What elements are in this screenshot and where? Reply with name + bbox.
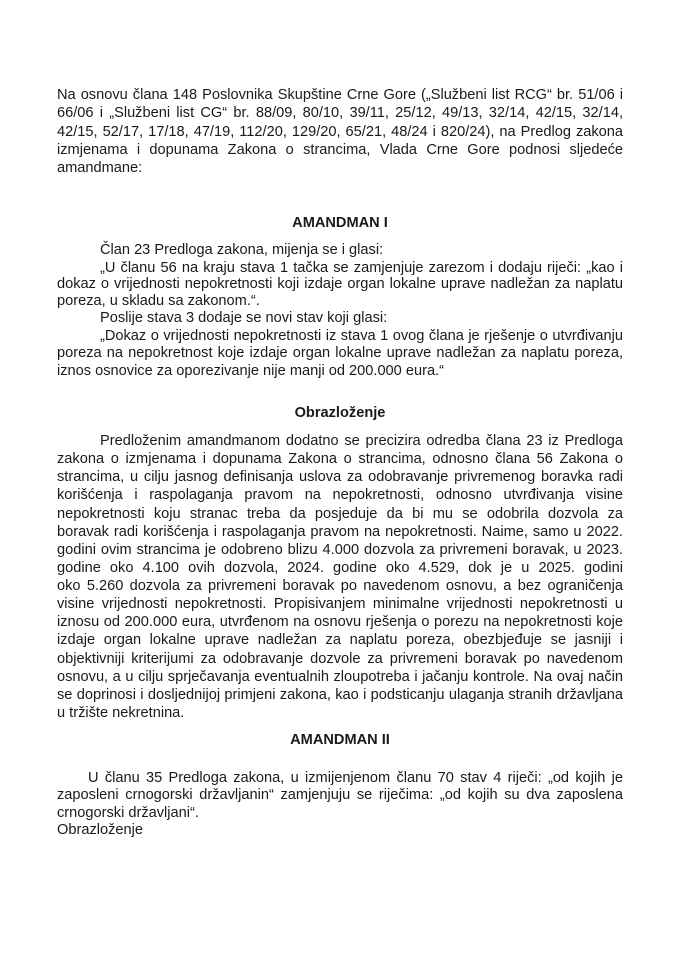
amendment-2-line: U članu 35 Predloga zakona, u izmijenjenom članu 70 stav 4 riječi: „od kojih je xyxy=(88,770,623,786)
amendment-2-line: crnogorski državljani“. xyxy=(57,805,199,821)
explanation-1-line: boravak radi korišćenja i raspolaganja pravom na nepokretnosti. Naime, samo u 2022. xyxy=(57,524,623,540)
explanation-1-line: strancima, u cilju jasnog definisanja uslova za odobravanje privremenog boravka radi xyxy=(57,469,623,485)
amendment-2-line: zaposleni crnogorski državljanin“ zamjenjuju se riječima: „od kojih su dva zaposlena xyxy=(57,787,623,803)
amendment-1-line: dokaz o vrijednosti nepokretnosti koji izdaje organ lokalne uprave nadležan za naplatu xyxy=(57,276,623,292)
explanation-1-line: oko 5.260 dozvola za privremeni boravak po navedenom osnovu, a bez ograničenja xyxy=(57,578,623,594)
explanation-1-heading: Obrazloženje xyxy=(294,405,386,421)
explanation-1-line: godine oko 4.100 ovih dozvola, 2024. godine oko 4.529, dok je u 2025. godini xyxy=(57,560,623,576)
amendment-1-line: Poslije stava 3 dodaje se novi stav koji glasi: xyxy=(100,310,388,326)
intro-line: izmjenama i dopunama Zakona o strancima, Vlada Crne Gore podnosi sljedeće xyxy=(57,142,623,158)
explanation-1-line: zakona o izmjenama i dopunama Zakona o strancima, odnosno člana 56 Zakona o xyxy=(57,451,623,467)
amendment-1-line: poreza, u skladu sa zakonom.“. xyxy=(57,293,260,309)
amendment-1-line: „U članu 56 na kraju stava 1 tačka se zamjenjuje zarezom i dodaju riječi: „kao i xyxy=(100,260,623,276)
explanation-1-line: visine vrijednosti nepokretnosti. Propisivanjem minimalne vrijednosti nepokretnosti u xyxy=(57,596,623,612)
explanation-1-line: iznosu od 200.000 eura, utvrđenom na osnovu rješenja o porezu na nepokretnosti koje xyxy=(57,614,623,630)
amendment-1-line: „Dokaz o vrijednosti nepokretnosti iz stava 1 ovog člana je rješenje o utvrđivanju xyxy=(100,328,623,344)
explanation-2-label: Obrazloženje xyxy=(57,822,143,838)
amendment-1-line: poreza na nepokretnost koje izdaje organ lokalne uprave nadležan za naplatu poreza, xyxy=(57,345,623,361)
explanation-1-line: u tržište nekretnina. xyxy=(57,705,185,721)
intro-line: amandmane: xyxy=(57,160,143,176)
amendment-1-heading: AMANDMAN I xyxy=(292,215,388,231)
amendment-2-heading: AMANDMAN II xyxy=(290,732,390,748)
intro-line: 42/15, 52/17, 17/18, 47/19, 112/20, 129/20, 65/21, 48/24 i 820/24), na Predlog zakona xyxy=(57,124,623,140)
explanation-1-line: objektivniji kriterijumi za odobravanje dozvole za privremeni boravak po navedenom xyxy=(57,651,623,667)
intro-line: 66/06 i „Službeni list CG“ br. 88/09, 80/10, 39/11, 25/12, 49/13, 32/14, 42/15, 32/14, xyxy=(57,105,623,121)
explanation-1-line: se doprinosi i dosljednijoj primjeni zakona, kao i podsticanju ulaganja stranih državljana xyxy=(57,687,623,703)
explanation-1-line: korišćenja i raspolaganja pravom na nepokretnosti, odnosno utvrđivanja visine xyxy=(57,487,623,503)
explanation-1-line: Predloženim amandmanom dodatno se precizira odredba člana 23 iz Predloga xyxy=(100,433,623,449)
amendment-1-line: iznos osnovice za oporezivanje nije manji od 200.000 eura.“ xyxy=(57,363,444,379)
amendment-1-line: Član 23 Predloga zakona, mijenja se i glasi: xyxy=(100,242,384,258)
explanation-1-line: godini ovim strancima je odobreno blizu 4.000 dozvola za privremeni boravak, u 2023. xyxy=(57,542,623,558)
explanation-1-line: izdaje organ lokalne uprave nadležan za naplatu poreza, obezbjeđuje se jasniji i xyxy=(57,632,623,648)
explanation-1-line: nepokretnosti koju stranac treba da posjeduje da bi mu se odobrila dozvola za xyxy=(57,506,623,522)
intro-line: Na osnovu člana 148 Poslovnika Skupštine Crne Gore („Službeni list RCG“ br. 51/06 i xyxy=(57,87,623,103)
explanation-1-line: osnovu, a u cilju sprječavanja eventualnih zloupotreba i jačanju kontrole. Na ovaj način xyxy=(57,669,623,685)
